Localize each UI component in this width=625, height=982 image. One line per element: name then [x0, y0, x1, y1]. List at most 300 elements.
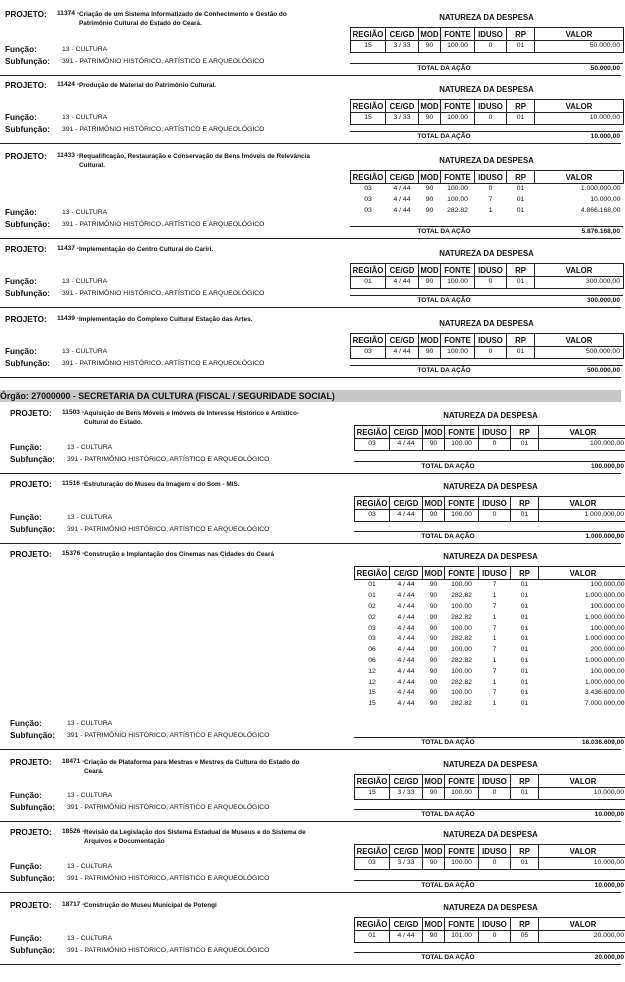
project-code: 11433 - [57, 152, 79, 159]
column-header: FONTE [445, 845, 479, 858]
total-value: 10.000,00 [594, 811, 624, 818]
table-cell: 101.00 [445, 931, 479, 943]
column-header: IDUSO [479, 567, 511, 580]
projeto-label: PROJETO: [5, 10, 47, 19]
table-cell: 0 [479, 439, 511, 451]
projeto-label: PROJETO: [10, 758, 52, 767]
column-header: MOD [424, 427, 443, 437]
funcao-label: Função: [10, 513, 42, 522]
table-cell: 200.000,00 [590, 646, 625, 654]
table-cell: 7.000.000,00 [584, 700, 625, 708]
table-cell: 282.82 [451, 700, 472, 708]
table-cell: 282.82 [451, 656, 472, 664]
table-cell: 4 / 44 [397, 624, 415, 632]
project-title: Produção de Material do Patrimônio Cultural. [79, 82, 217, 89]
natureza-heading: NATUREZA DA DESPESA [443, 760, 538, 769]
column-header: VALOR [539, 497, 625, 510]
column-header: IDUSO [475, 264, 507, 277]
column-header: FONTE [441, 28, 475, 41]
table-cell: 100.00 [445, 510, 479, 522]
table-cell: 100.00 [451, 624, 472, 632]
expense-table [350, 170, 624, 216]
table-row [351, 195, 624, 206]
project-block [0, 758, 624, 822]
total-label: TOTAL DA AÇÃO [417, 133, 471, 140]
project-block [0, 550, 625, 750]
table-cell: 100.00 [451, 602, 472, 610]
column-header: CE/GD [390, 426, 423, 439]
subfuncao-label: Subfunção: [5, 359, 51, 368]
column-header: FONTE [441, 334, 475, 347]
table-cell: 03 [355, 510, 390, 522]
column-header: RP [507, 28, 535, 41]
table-cell: 90 [429, 624, 438, 632]
column-header: MOD [424, 919, 443, 929]
table-cell: 15 [351, 41, 386, 53]
total-value: 5.876.168,00 [581, 228, 620, 235]
table-cell: 01 [520, 646, 529, 654]
table-cell: 01 [511, 788, 539, 800]
natureza-heading: NATUREZA DA DESPESA [439, 319, 534, 328]
table-cell: 90 [425, 185, 434, 193]
column-header: VALOR [539, 775, 625, 788]
table-cell: 90 [419, 277, 441, 289]
table-cell: 1 [488, 206, 493, 214]
column-header: REGIÃO [355, 497, 390, 510]
total-value: 100.000,00 [590, 463, 624, 470]
table-cell: 100.00 [451, 581, 472, 589]
table-cell: 10.000,00 [539, 858, 625, 870]
project-code: 11424 - [57, 81, 79, 88]
column-header: RP [507, 334, 535, 347]
funcao-label: Função: [10, 443, 42, 452]
subfuncao-value: 391 - PATRIMÔNIO HISTÓRICO, ARTÍSTICO E ARQUEOLÓGICO [67, 456, 270, 463]
subfuncao-value: 391 - PATRIMÔNIO HISTÓRICO, ARTÍSTICO E ARQUEOLÓGICO [62, 58, 265, 65]
table-cell: 282.82 [451, 613, 472, 621]
table-cell: 1.000.000,00 [584, 592, 625, 600]
total-row [354, 809, 625, 821]
column-header: REGIÃO [351, 28, 386, 41]
column-header: RP [507, 264, 535, 277]
table-cell: 20.000,00 [539, 931, 625, 943]
table-cell: 0 [479, 510, 511, 522]
project-code: 18526 - [62, 828, 85, 835]
table-row [351, 206, 624, 217]
expense-table [354, 917, 625, 943]
column-header: IDUSO [479, 426, 511, 439]
funcao-value: 13 - CULTURA [67, 792, 113, 799]
subfuncao-label: Subfunção: [5, 125, 51, 134]
project-code: 11374 - [57, 10, 79, 17]
table-cell: 01 [507, 113, 535, 125]
column-header: MOD [424, 568, 443, 578]
column-header: IDUSO [479, 497, 511, 510]
column-header: CE/GD [390, 918, 423, 931]
table-row [351, 347, 624, 359]
table-row [351, 277, 624, 289]
column-header: FONTE [445, 497, 479, 510]
table-cell: 03 [368, 635, 376, 643]
column-header: REGIÃO [351, 100, 386, 113]
table-cell: 100.00 [451, 646, 472, 654]
table-cell: 4 / 44 [397, 602, 415, 610]
table-cell: 01 [520, 635, 529, 643]
table-cell: 90 [419, 347, 441, 359]
expense-table [354, 496, 625, 522]
table-cell: 90 [429, 581, 438, 589]
table-cell: 7 [492, 646, 497, 654]
column-header: REGIÃO [351, 334, 386, 347]
total-label: TOTAL DA AÇÃO [421, 739, 475, 746]
project-title: Construção do Museu Municipal de Potengi [84, 902, 217, 909]
column-header: FONTE [441, 100, 475, 113]
column-header: MOD [424, 498, 443, 508]
total-row [350, 63, 623, 75]
project-block [0, 409, 624, 474]
column-header: FONTE [445, 918, 479, 931]
natureza-heading: NATUREZA DA DESPESA [439, 13, 534, 22]
orgao-header: Órgão: 27000000 - SECRETARIA DA CULTURA (FISCAL / SEGURIDADE SOCIAL) [0, 390, 621, 402]
projeto-label: PROJETO: [10, 901, 52, 910]
table-cell: 100.00 [441, 41, 475, 53]
table-row [355, 602, 625, 613]
table-cell: 4 / 44 [390, 439, 423, 451]
table-cell: 100.00 [447, 185, 468, 193]
project-block [0, 480, 624, 544]
table-cell: 03 [355, 439, 390, 451]
table-cell: 90 [423, 510, 445, 522]
table-cell: 02 [368, 602, 376, 610]
table-cell: 4.866.168,00 [580, 206, 621, 214]
table-cell: 06 [368, 656, 376, 664]
column-header: VALOR [535, 264, 624, 277]
table-cell: 06 [368, 646, 376, 654]
table-cell: 10.000,00 [539, 788, 625, 800]
table-cell: 100.00 [447, 196, 468, 204]
table-cell: 90 [423, 931, 445, 943]
natureza-heading: NATUREZA DA DESPESA [443, 903, 538, 912]
table-cell: 4 / 44 [397, 656, 415, 664]
table-cell: 03 [351, 347, 386, 359]
total-row [354, 531, 625, 543]
table-cell: 10.000,00 [535, 113, 624, 125]
column-header: MOD [420, 29, 439, 39]
column-header: FONTE [441, 171, 475, 184]
table-cell: 1.000.000,00 [539, 510, 625, 522]
subfuncao-label: Subfunção: [5, 57, 51, 66]
table-cell: 100.00 [445, 788, 479, 800]
total-label: TOTAL DA AÇÃO [417, 367, 471, 374]
table-cell: 01 [520, 602, 529, 610]
table-cell: 10.000,00 [590, 196, 621, 204]
table-cell: 03 [364, 196, 372, 204]
subfuncao-value: 391 - PATRIMÔNIO HISTÓRICO, ARTÍSTICO E ARQUEOLÓGICO [67, 875, 270, 882]
column-header: REGIÃO [355, 426, 390, 439]
column-header: MOD [420, 265, 439, 275]
table-cell: 0 [479, 931, 511, 943]
project-block [0, 10, 621, 76]
natureza-heading: NATUREZA DA DESPESA [439, 156, 534, 165]
table-cell: 12 [368, 667, 376, 675]
total-value: 300.000,00 [586, 297, 620, 304]
project-block [0, 245, 621, 308]
projeto-label: PROJETO: [5, 245, 47, 254]
natureza-heading: NATUREZA DA DESPESA [439, 85, 534, 94]
column-header: IDUSO [479, 845, 511, 858]
table-cell: 01 [351, 277, 386, 289]
table-row [351, 184, 624, 195]
table-cell: 90 [429, 700, 438, 708]
table-cell: 15 [368, 689, 376, 697]
total-label: TOTAL DA AÇÃO [421, 533, 475, 540]
table-cell: 1 [492, 592, 497, 600]
table-cell: 01 [511, 439, 539, 451]
funcao-value: 13 - CULTURA [62, 278, 108, 285]
funcao-value: 13 - CULTURA [62, 209, 108, 216]
total-row [350, 226, 623, 238]
funcao-label: Função: [10, 934, 42, 943]
table-cell: 01 [520, 656, 529, 664]
table-cell: 4 / 44 [386, 347, 419, 359]
natureza-heading: NATUREZA DA DESPESA [439, 249, 534, 258]
column-header: REGIÃO [351, 264, 386, 277]
total-label: TOTAL DA AÇÃO [417, 228, 471, 235]
natureza-heading: NATUREZA DA DESPESA [443, 482, 538, 491]
table-row [355, 656, 625, 667]
column-header: VALOR [539, 845, 625, 858]
subfuncao-value: 391 - PATRIMÔNIO HISTÓRICO, ARTÍSTICO E ARQUEOLÓGICO [67, 732, 270, 739]
table-cell: 3.436.609,00 [584, 689, 625, 697]
table-cell: 282.82 [451, 635, 472, 643]
table-cell: 1 [492, 700, 497, 708]
table-cell: 03 [364, 185, 372, 193]
projeto-label: PROJETO: [5, 315, 47, 324]
table-cell: 4 / 44 [397, 667, 415, 675]
total-row [350, 131, 623, 143]
funcao-label: Função: [10, 791, 42, 800]
table-cell: 90 [429, 667, 438, 675]
table-cell: 4 / 44 [397, 678, 415, 686]
table-cell: 282.82 [447, 206, 468, 214]
projeto-label: PROJETO: [10, 480, 52, 489]
table-cell: 90 [419, 41, 441, 53]
table-cell: 7 [492, 581, 497, 589]
column-header: MOD [424, 846, 443, 856]
project-title: Implementação do Centro Cultural do Cariri. [79, 246, 214, 253]
subfuncao-value: 391 - PATRIMÔNIO HISTÓRICO, ARTÍSTICO E ARQUEOLÓGICO [62, 290, 265, 297]
total-row [354, 880, 625, 892]
table-cell: 1.000.000,00 [584, 635, 625, 643]
table-cell: 90 [423, 858, 445, 870]
funcao-label: Função: [5, 45, 37, 54]
funcao-value: 13 - CULTURA [67, 720, 113, 727]
table-cell: 100.00 [441, 113, 475, 125]
project-block [0, 901, 624, 965]
table-cell: 7 [492, 689, 497, 697]
table-cell: 100.000,00 [590, 667, 625, 675]
table-row [355, 439, 625, 451]
column-header: CE/GD [386, 100, 419, 113]
table-row [355, 645, 625, 656]
table-cell: 90 [425, 196, 434, 204]
project-title: Criação de um Sistema Informatizado de Conhecimento e Gestão do Patrimônio Cultural do Estado do Ceará. [79, 11, 287, 27]
total-value: 16.036.609,00 [581, 739, 624, 746]
project-code: 11439 - [57, 315, 79, 322]
project-code: 11437 - [57, 245, 79, 252]
total-row [354, 737, 625, 749]
column-header: FONTE [445, 426, 479, 439]
subfuncao-value: 391 - PATRIMÔNIO HISTÓRICO, ARTÍSTICO E ARQUEOLÓGICO [67, 804, 270, 811]
total-label: TOTAL DA AÇÃO [421, 882, 475, 889]
column-header: IDUSO [475, 28, 507, 41]
expense-table [354, 566, 625, 710]
expense-table [350, 99, 624, 125]
table-cell: 100.000,00 [539, 439, 625, 451]
project-code: 11503 - [62, 409, 84, 416]
table-cell: 1.000.000,00 [584, 656, 625, 664]
project-title: Construção e Implantação dos Cinemas nas Cidades do Ceará [84, 551, 274, 558]
column-header: VALOR [535, 100, 624, 113]
table-cell: 90 [429, 592, 438, 600]
subfuncao-value: 391 - PATRIMÔNIO HISTÓRICO, ARTÍSTICO E ARQUEOLÓGICO [62, 360, 265, 367]
table-cell: 3 / 33 [386, 41, 419, 53]
subfuncao-label: Subfunção: [10, 731, 56, 740]
funcao-value: 13 - CULTURA [67, 935, 113, 942]
subfuncao-label: Subfunção: [10, 946, 56, 955]
project-code: 11516 - [62, 480, 84, 487]
table-cell: 90 [429, 678, 438, 686]
table-cell: 4 / 44 [386, 277, 419, 289]
table-cell: 4 / 44 [397, 613, 415, 621]
table-row [355, 591, 625, 602]
table-cell: 90 [429, 689, 438, 697]
table-cell: 1.000.000,00 [580, 185, 621, 193]
table-cell: 01 [507, 347, 535, 359]
column-header: VALOR [539, 426, 625, 439]
funcao-value: 13 - CULTURA [67, 444, 113, 451]
project-title: Requalificação, Restauração e Conservação de Bens Imóveis de Relevância Cultural. [79, 153, 310, 169]
total-value: 1.000.000,00 [585, 533, 624, 540]
project-title: Estruturação do Museu da Imagem e do Som - MIS. [84, 481, 240, 488]
column-header: VALOR [539, 918, 625, 931]
table-cell: 1 [492, 635, 497, 643]
subfuncao-label: Subfunção: [5, 289, 51, 298]
column-header: REGIÃO [355, 845, 390, 858]
table-cell: 01 [520, 700, 529, 708]
column-header: CE/GD [386, 28, 419, 41]
column-header: MOD [420, 101, 439, 111]
column-header: RP [507, 171, 535, 184]
expense-table [350, 27, 624, 53]
table-cell: 100.00 [451, 689, 472, 697]
table-cell: 4 / 44 [390, 931, 423, 943]
subfuncao-value: 391 - PATRIMÔNIO HISTÓRICO, ARTÍSTICO E ARQUEOLÓGICO [67, 947, 270, 954]
column-header: FONTE [445, 775, 479, 788]
subfuncao-label: Subfunção: [5, 220, 51, 229]
column-header: FONTE [445, 567, 479, 580]
table-row [355, 634, 625, 645]
column-header: RP [511, 567, 539, 580]
table-cell: 01 [516, 206, 525, 214]
column-header: REGIÃO [351, 171, 386, 184]
table-cell: 12 [368, 678, 376, 686]
table-cell: 0 [488, 185, 493, 193]
project-block [0, 152, 621, 239]
table-cell: 100.00 [445, 439, 479, 451]
table-row [355, 788, 625, 800]
table-cell: 01 [355, 931, 390, 943]
table-row [355, 688, 625, 699]
table-cell: 3 / 33 [390, 858, 423, 870]
column-header: REGIÃO [355, 775, 390, 788]
column-header: IDUSO [475, 334, 507, 347]
total-label: TOTAL DA AÇÃO [417, 65, 471, 72]
table-cell: 1.000.000,00 [584, 613, 625, 621]
total-value: 10.000,00 [590, 133, 620, 140]
column-header: FONTE [441, 264, 475, 277]
projeto-label: PROJETO: [10, 409, 52, 418]
funcao-value: 13 - CULTURA [67, 863, 113, 870]
table-cell: 100.00 [451, 667, 472, 675]
table-cell: 01 [511, 858, 539, 870]
table-cell: 90 [429, 646, 438, 654]
table-cell: 90 [429, 613, 438, 621]
table-cell: 01 [520, 581, 529, 589]
table-cell: 90 [419, 113, 441, 125]
table-cell: 7 [492, 602, 497, 610]
table-cell: 90 [429, 656, 438, 664]
funcao-label: Função: [10, 719, 42, 728]
projeto-label: PROJETO: [10, 550, 52, 559]
table-cell: 282.82 [451, 678, 472, 686]
table-cell: 100.00 [441, 277, 475, 289]
total-row [350, 365, 623, 377]
subfuncao-label: Subfunção: [10, 455, 56, 464]
table-cell: 01 [507, 41, 535, 53]
projeto-label: PROJETO: [5, 81, 47, 90]
total-label: TOTAL DA AÇÃO [421, 463, 475, 470]
column-header: IDUSO [475, 171, 507, 184]
table-cell: 01 [520, 624, 529, 632]
projeto-label: PROJETO: [5, 152, 47, 161]
table-cell: 01 [520, 667, 529, 675]
funcao-label: Função: [10, 862, 42, 871]
funcao-label: Função: [5, 347, 37, 356]
table-cell: 7 [488, 196, 493, 204]
table-row [351, 41, 624, 53]
expense-table [354, 844, 625, 870]
table-cell: 500.000,00 [535, 347, 624, 359]
table-row [355, 931, 625, 943]
expense-table [350, 333, 624, 359]
total-label: TOTAL DA AÇÃO [417, 297, 471, 304]
table-cell: 4 / 44 [390, 510, 423, 522]
table-cell: 03 [364, 206, 372, 214]
table-cell: 7 [492, 624, 497, 632]
table-row [355, 612, 625, 623]
table-cell: 15 [368, 700, 376, 708]
column-header: RP [511, 497, 539, 510]
table-cell: 90 [425, 206, 434, 214]
table-cell: 3 / 33 [390, 788, 423, 800]
expense-table [350, 263, 624, 289]
table-row [355, 580, 625, 591]
column-header: RP [511, 845, 539, 858]
project-block [0, 315, 621, 378]
column-header: RP [511, 918, 539, 931]
column-header: REGIÃO [355, 567, 390, 580]
project-code: 15376 - [62, 550, 85, 557]
